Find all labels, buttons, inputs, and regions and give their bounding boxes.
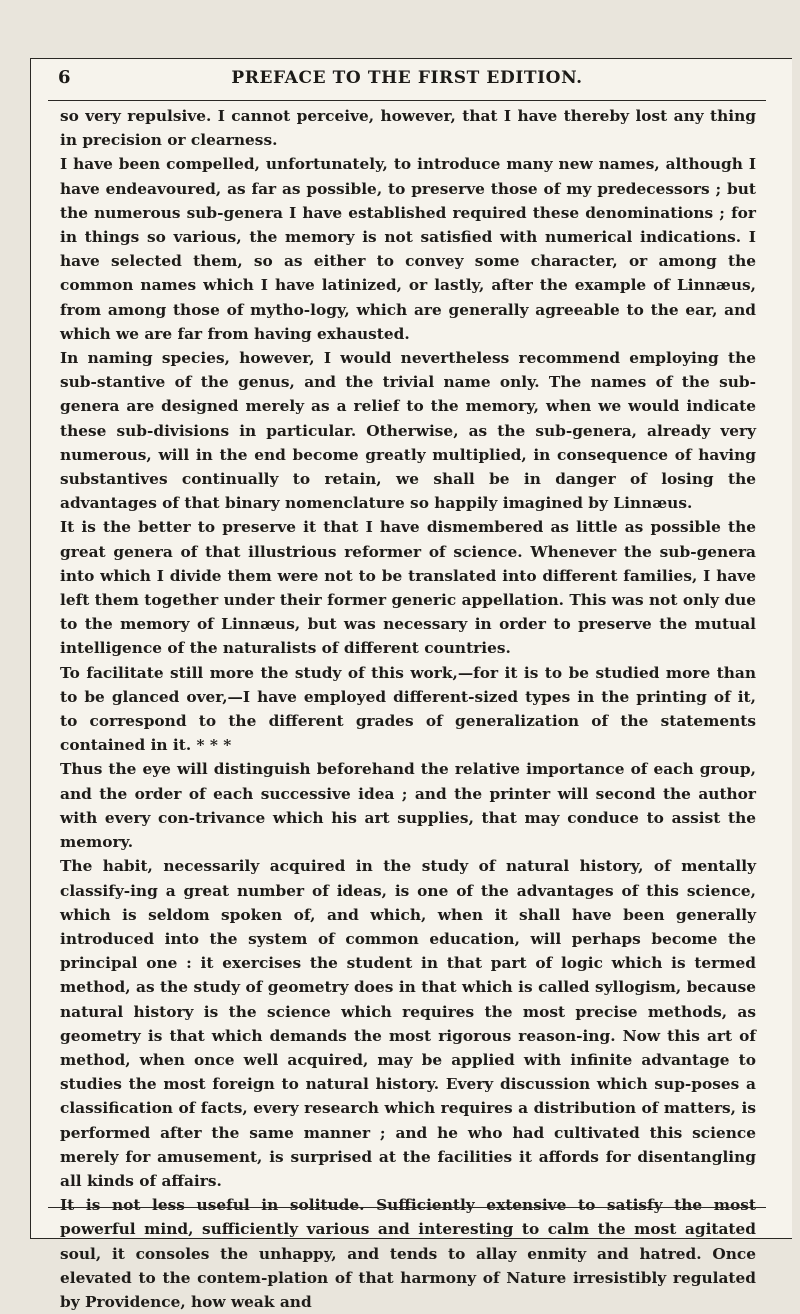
paragraph: Thus the eye will distinguish beforehand the relative importance of each group, and the order of each successive idea ; and the printer will second the author with every con-trivance which his art supplies, that may conduce to assist the memory. <box>60 760 756 852</box>
page-number: 6 <box>58 67 72 88</box>
paragraph: It is the better to preserve it that I have dismembered as little as possible the great genera of that illustrious reformer of science. Whenever the sub-genera into which I divide them were not to be translated into different families, I have left them together under their former generic appellation. This was not only due to the memory of Linnæus, but was necessary in order to preserve the mutual intelligence of the naturalists of different countries. <box>60 518 756 658</box>
paragraph: To facilitate still more the study of this work,—for it is to be studied more than to be glanced over,—I have employed different-sized types in the printing of it, to correspond to the different grades of generalization of the statements contained in it. * * * <box>60 663 756 755</box>
bottom-rule <box>48 1207 766 1208</box>
paragraph: It is not less useful in solitude. Sufficiently extensive to satisfy the most powerful mind, sufficiently various and interesting to calm the most agitated soul, it consoles the unhappy, and tends to allay enmity and hatred. Once elevated to the contem-plation of that harmony of Nature irresistibly regulated by Providence, how weak and <box>60 1196 756 1311</box>
page-header <box>48 64 766 96</box>
running-title: PREFACE TO THE FIRST EDITION. <box>231 68 583 88</box>
paragraph: In naming species, however, I would nevertheless recommend employing the sub-stantive of the genus, and the trivial name only. The names of the sub-genera are designed merely as a relief to the memory, when we would indicate these sub-divisions in particular. Otherwise, as the sub-genera, already very numerous, will in the end become greatly multiplied, in consequence of having substantives continually to retain, we shall be in danger of losing the advantages of that binary nomenclature so happily imagined by Linnæus. <box>60 349 756 513</box>
paragraph: The habit, necessarily acquired in the study of natural history, of mentally classify-ing a great number of ideas, is one of the advantages of this science, which is seldom spoken of, and which, when it shall have been generally introduced into the system of common education, will perhaps become the principal one : it exercises the student in that part of logic which is termed method, as the study of geometry does in that which is called syllogism, because natural history is the science which requires the most precise methods, as geometry is that which demands the most rigorous reason-ing. Now this art of method, when once well acquired, may be applied with infinite advantage to studies the most foreign to natural history. Every discussion which sup-poses a classification of facts, every research which requires a distribution of matters, is performed after the same manner ; and he who had cultivated this science merely for amusement, is surprised at the facilities it affords for disentangling all kinds of affairs. <box>60 857 756 1190</box>
body-text <box>48 104 766 1314</box>
paragraph: I have been compelled, unfortunately, to introduce many new names, although I have endeavoured, as far as possible, to preserve those of my predecessors ; but the numerous sub-genera I have established required these denominations ; for in things so various, the memory is not satisfied with numerical indications. I have selected them, so as either to convey some character, or among the common names which I have latinized, or lastly, after the example of Linnæus, from among those of mytho-logy, which are generally agreeable to the ear, and which we are far from having exhausted. <box>60 155 756 343</box>
page-border-left <box>30 58 31 1238</box>
paragraph: so very repulsive. I cannot perceive, however, that I have thereby lost any thing in precision or clearness. <box>60 107 756 150</box>
page-border-top <box>30 58 792 59</box>
header-rule <box>48 100 766 101</box>
